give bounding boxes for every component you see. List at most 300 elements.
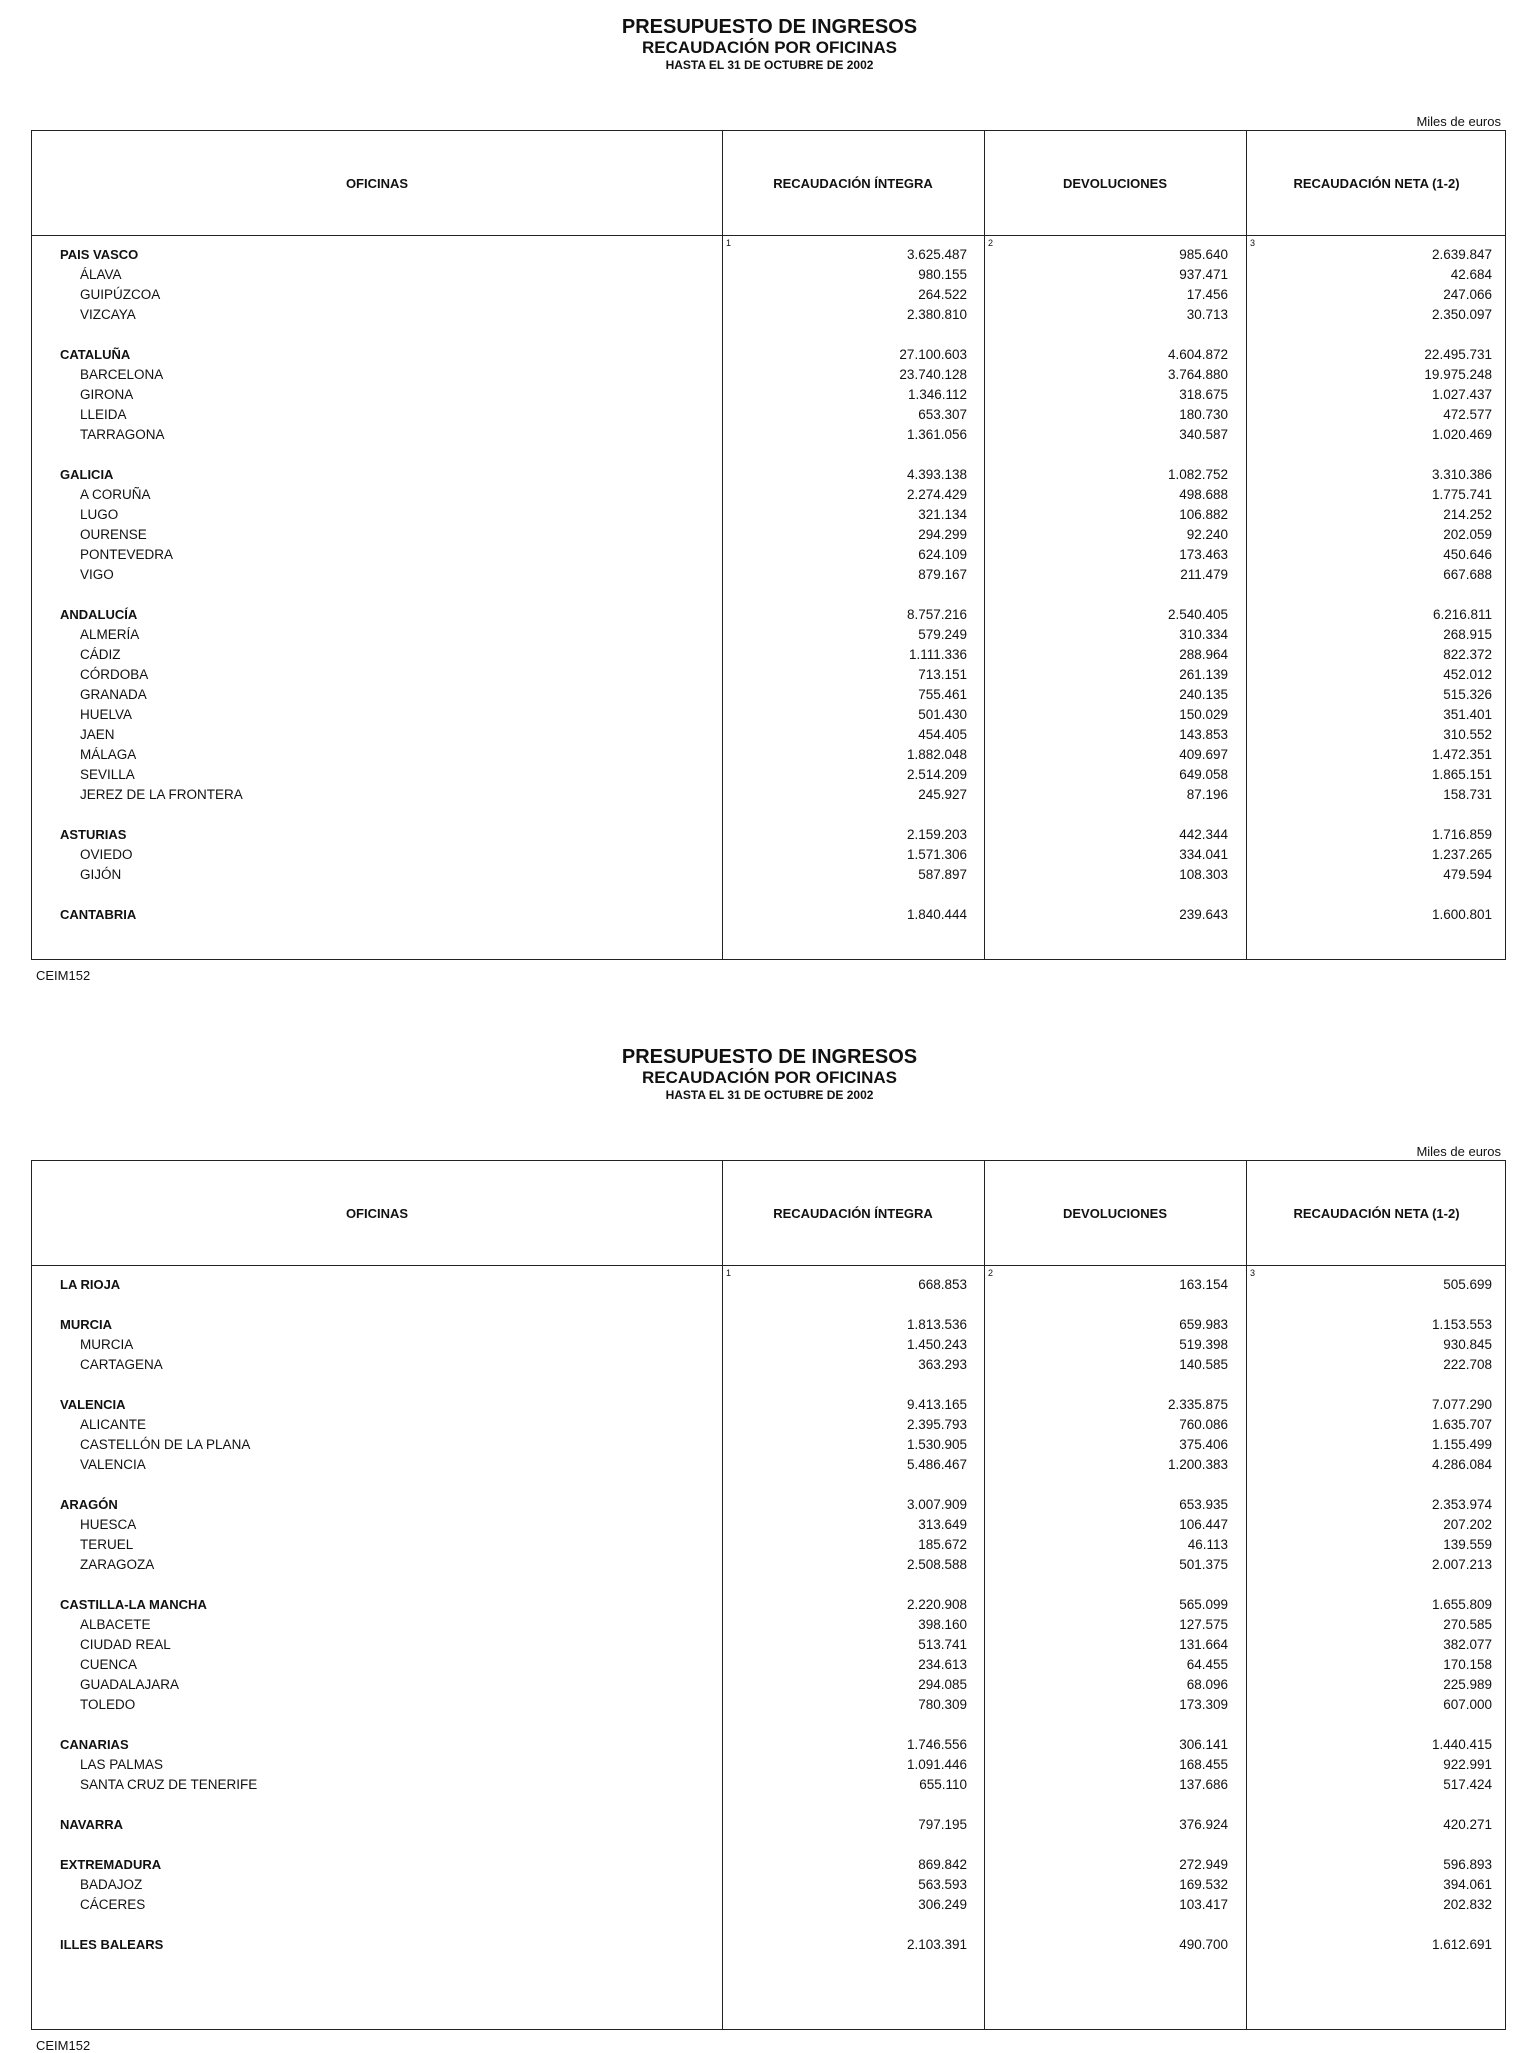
devoluciones-value: 108.303: [1179, 867, 1228, 882]
recaudacion-neta-value: 207.202: [1443, 1517, 1492, 1532]
recaudacion-neta-value: 139.559: [1443, 1537, 1492, 1552]
devoluciones-value: 211.479: [1180, 567, 1228, 582]
devoluciones-value: 272.949: [1179, 1857, 1228, 1872]
recaudacion-integra-value: 653.307: [918, 407, 967, 422]
office-row: [32, 705, 1505, 725]
recaudacion-integra-value: 587.897: [918, 867, 967, 882]
recaudacion-integra-value: 454.405: [918, 727, 967, 742]
office-row: [32, 485, 1505, 505]
devoluciones-value: 173.309: [1179, 1697, 1228, 1712]
recaudacion-neta-value: 7.077.290: [1431, 1397, 1492, 1412]
office-name: CASTELLÓN DE LA PLANA: [80, 1437, 251, 1452]
recaudacion-integra-value: 321.134: [918, 507, 967, 522]
recaudacion-integra-value: 9.413.165: [906, 1397, 967, 1412]
devoluciones-value: 760.086: [1179, 1417, 1228, 1432]
header-oficinas: OFICINAS: [345, 176, 409, 191]
page-date: HASTA EL 31 DE OCTUBRE DE 2002: [665, 58, 874, 72]
devoluciones-value: 30.713: [1186, 307, 1228, 322]
recaudacion-integra-value: 579.249: [918, 627, 967, 642]
recaudacion-integra-value: 234.613: [918, 1657, 967, 1672]
footer-code: CEIM152: [36, 968, 91, 983]
recaudacion-integra-value: 306.249: [918, 1897, 967, 1912]
office-name: CARTAGENA: [80, 1357, 163, 1372]
recaudacion-neta-value: 472.577: [1443, 407, 1492, 422]
recaudacion-neta-value: 822.372: [1443, 647, 1492, 662]
office-row: [32, 565, 1505, 585]
recaudacion-integra-value: 755.461: [918, 687, 967, 702]
recaudacion-neta-value: 1.635.707: [1431, 1417, 1492, 1432]
recaudacion-neta-value: 479.594: [1443, 867, 1492, 882]
office-name: PAIS VASCO: [60, 247, 139, 262]
office-name: PONTEVEDRA: [80, 547, 174, 562]
recaudacion-integra-value: 980.155: [918, 267, 967, 282]
office-name: TERUEL: [80, 1537, 134, 1552]
region-row: [32, 1595, 1505, 1615]
office-row: [32, 545, 1505, 565]
office-name: CASTILLA-LA MANCHA: [60, 1597, 207, 1612]
recaudacion-neta-value: 607.000: [1443, 1697, 1492, 1712]
devoluciones-value: 659.983: [1179, 1317, 1228, 1332]
office-row: [32, 1415, 1505, 1435]
office-row: [32, 285, 1505, 305]
office-row: [32, 265, 1505, 285]
devoluciones-value: 2.335.875: [1167, 1397, 1228, 1412]
office-row: [32, 1895, 1505, 1915]
column-number-3: 3: [1250, 1268, 1256, 1278]
region-row: [32, 1935, 1505, 1955]
recaudacion-neta-value: 394.061: [1443, 1877, 1492, 1892]
office-name: ALMERÍA: [80, 627, 140, 642]
office-name: CANTABRIA: [60, 907, 137, 922]
table-header: [32, 131, 1505, 236]
recaudacion-integra-value: 879.167: [918, 567, 967, 582]
recaudacion-neta-value: 22.495.731: [1424, 347, 1492, 362]
page-date: HASTA EL 31 DE OCTUBRE DE 2002: [665, 1088, 874, 1102]
devoluciones-value: 1.082.752: [1167, 467, 1228, 482]
recaudacion-neta-value: 450.646: [1443, 547, 1492, 562]
region-row: [32, 465, 1505, 485]
devoluciones-value: 985.640: [1179, 247, 1228, 262]
recaudacion-neta-value: 505.699: [1443, 1277, 1492, 1292]
office-row: [32, 645, 1505, 665]
header-devoluciones: DEVOLUCIONES: [1062, 1206, 1167, 1221]
recaudacion-neta-value: 420.271: [1443, 1817, 1492, 1832]
recaudacion-neta-value: 596.893: [1443, 1857, 1492, 1872]
office-name: ALBACETE: [80, 1617, 151, 1632]
recaudacion-neta-value: 1.612.691: [1431, 1937, 1492, 1952]
recaudacion-integra-value: 185.672: [918, 1537, 967, 1552]
recaudacion-integra-value: 869.842: [918, 1857, 967, 1872]
office-name: ARAGÓN: [60, 1497, 118, 1512]
devoluciones-value: 127.575: [1179, 1617, 1228, 1632]
recaudacion-integra-value: 1.091.446: [906, 1757, 967, 1772]
office-row: [32, 405, 1505, 425]
devoluciones-value: 2.540.405: [1167, 607, 1228, 622]
devoluciones-value: 140.585: [1179, 1357, 1228, 1372]
office-row: [32, 1335, 1505, 1355]
budget-table: [31, 130, 1506, 960]
recaudacion-integra-value: 2.159.203: [906, 827, 967, 842]
recaudacion-integra-value: 513.741: [918, 1637, 967, 1652]
devoluciones-value: 519.398: [1179, 1337, 1228, 1352]
office-name: A CORUÑA: [80, 487, 151, 502]
office-row: [32, 685, 1505, 705]
devoluciones-value: 937.471: [1179, 267, 1228, 282]
devoluciones-value: 565.099: [1179, 1597, 1228, 1612]
recaudacion-integra-value: 5.486.467: [906, 1457, 967, 1472]
office-name: VIZCAYA: [80, 307, 136, 322]
office-name: VIGO: [80, 567, 114, 582]
recaudacion-integra-value: 1.450.243: [906, 1337, 967, 1352]
recaudacion-integra-value: 668.853: [918, 1277, 967, 1292]
recaudacion-neta-value: 247.066: [1443, 287, 1492, 302]
recaudacion-neta-value: 351.401: [1443, 707, 1492, 722]
devoluciones-value: 261.139: [1179, 667, 1228, 682]
recaudacion-integra-value: 313.649: [918, 1517, 967, 1532]
office-row: [32, 1615, 1505, 1635]
devoluciones-value: 653.935: [1179, 1497, 1228, 1512]
office-name: EXTREMADURA: [60, 1857, 162, 1872]
office-name: JAEN: [80, 727, 115, 742]
office-row: [32, 865, 1505, 885]
devoluciones-value: 131.664: [1179, 1637, 1228, 1652]
office-row: [32, 625, 1505, 645]
office-row: [32, 1695, 1505, 1715]
office-row: [32, 1675, 1505, 1695]
region-row: [32, 1315, 1505, 1335]
office-row: [32, 1535, 1505, 1555]
region-row: [32, 825, 1505, 845]
office-row: [32, 845, 1505, 865]
devoluciones-value: 340.587: [1179, 427, 1228, 442]
recaudacion-neta-value: 42.684: [1450, 267, 1492, 282]
recaudacion-neta-value: 170.158: [1443, 1657, 1492, 1672]
devoluciones-value: 180.730: [1179, 407, 1228, 422]
recaudacion-neta-value: 1.472.351: [1431, 747, 1492, 762]
column-number-1: 1: [726, 238, 732, 248]
recaudacion-integra-value: 363.293: [918, 1357, 967, 1372]
header-recaudacion-neta: RECAUDACIÓN NETA (1-2): [1293, 1206, 1460, 1221]
devoluciones-value: 173.463: [1179, 547, 1228, 562]
devoluciones-value: 376.924: [1179, 1817, 1228, 1832]
office-row: [32, 665, 1505, 685]
recaudacion-neta-value: 1.027.437: [1431, 387, 1492, 402]
region-row: [32, 1495, 1505, 1515]
recaudacion-integra-value: 1.346.112: [907, 387, 967, 402]
office-name: CUENCA: [80, 1657, 138, 1672]
office-row: [32, 1435, 1505, 1455]
devoluciones-value: 17.456: [1186, 287, 1228, 302]
office-name: ILLES BALEARS: [60, 1937, 164, 1952]
header-oficinas: OFICINAS: [345, 1206, 409, 1221]
recaudacion-integra-value: 2.380.810: [906, 307, 967, 322]
recaudacion-neta-value: 515.326: [1443, 687, 1492, 702]
recaudacion-neta-value: 1.153.553: [1431, 1317, 1492, 1332]
recaudacion-neta-value: 270.585: [1443, 1617, 1492, 1632]
recaudacion-integra-value: 780.309: [918, 1697, 967, 1712]
recaudacion-neta-value: 1.155.499: [1431, 1437, 1492, 1452]
office-name: HUELVA: [80, 707, 133, 722]
region-row: [32, 1855, 1505, 1875]
office-row: [32, 385, 1505, 405]
office-name: SEVILLA: [80, 767, 135, 782]
recaudacion-neta-value: 214.252: [1443, 507, 1492, 522]
devoluciones-value: 163.154: [1179, 1277, 1228, 1292]
recaudacion-integra-value: 3.625.487: [906, 247, 967, 262]
recaudacion-integra-value: 2.103.391: [906, 1937, 967, 1952]
office-row: [32, 1355, 1505, 1375]
recaudacion-integra-value: 2.514.209: [906, 767, 967, 782]
recaudacion-neta-value: 2.353.974: [1431, 1497, 1492, 1512]
header-recaudacion-neta: RECAUDACIÓN NETA (1-2): [1293, 176, 1460, 191]
recaudacion-neta-value: 382.077: [1443, 1637, 1492, 1652]
devoluciones-value: 87.196: [1186, 787, 1228, 802]
office-name: CÁCERES: [80, 1897, 146, 1912]
office-row: [32, 305, 1505, 325]
recaudacion-integra-value: 2.508.588: [906, 1557, 967, 1572]
recaudacion-integra-value: 2.395.793: [906, 1417, 967, 1432]
office-name: HUESCA: [80, 1517, 137, 1532]
recaudacion-neta-value: 1.716.859: [1431, 827, 1492, 842]
devoluciones-value: 1.200.383: [1167, 1457, 1228, 1472]
recaudacion-integra-value: 398.160: [918, 1617, 967, 1632]
region-row: [32, 1395, 1505, 1415]
recaudacion-integra-value: 797.195: [918, 1817, 967, 1832]
office-row: [32, 1655, 1505, 1675]
devoluciones-value: 498.688: [1179, 487, 1228, 502]
devoluciones-value: 68.096: [1186, 1677, 1228, 1692]
office-name: VALENCIA: [80, 1457, 146, 1472]
office-name: NAVARRA: [60, 1817, 124, 1832]
recaudacion-integra-value: 1.746.556: [906, 1737, 967, 1752]
recaudacion-integra-value: 1.530.905: [906, 1437, 967, 1452]
region-row: [32, 605, 1505, 625]
region-row: [32, 1815, 1505, 1835]
office-name: MURCIA: [80, 1337, 134, 1352]
recaudacion-integra-value: 294.299: [918, 527, 967, 542]
recaudacion-integra-value: 264.522: [918, 287, 967, 302]
office-row: [32, 1775, 1505, 1795]
recaudacion-integra-value: 4.393.138: [906, 467, 967, 482]
office-name: MÁLAGA: [80, 747, 137, 762]
office-row: [32, 425, 1505, 445]
office-name: OVIEDO: [80, 847, 133, 862]
recaudacion-neta-value: 517.424: [1443, 1777, 1492, 1792]
devoluciones-value: 649.058: [1179, 767, 1228, 782]
header-recaudacion-integra: RECAUDACIÓN ÍNTEGRA: [773, 1206, 933, 1221]
region-row: [32, 1275, 1505, 1295]
recaudacion-neta-value: 268.915: [1443, 627, 1492, 642]
devoluciones-value: 103.417: [1179, 1897, 1228, 1912]
recaudacion-integra-value: 1.361.056: [906, 427, 967, 442]
column-number-1: 1: [726, 1268, 732, 1278]
recaudacion-neta-value: 225.989: [1443, 1677, 1492, 1692]
recaudacion-integra-value: 1.840.444: [906, 907, 967, 922]
office-row: [32, 785, 1505, 805]
office-row: [32, 1755, 1505, 1775]
office-name: OURENSE: [80, 527, 147, 542]
recaudacion-neta-value: 922.991: [1443, 1757, 1492, 1772]
office-row: [32, 365, 1505, 385]
header-devoluciones: DEVOLUCIONES: [1062, 176, 1167, 191]
office-name: TARRAGONA: [80, 427, 165, 442]
devoluciones-value: 4.604.872: [1167, 347, 1228, 362]
office-name: GIRONA: [80, 387, 134, 402]
office-name: BARCELONA: [80, 367, 164, 382]
office-row: [32, 1635, 1505, 1655]
office-name: ÁLAVA: [80, 267, 122, 282]
region-row: [32, 1735, 1505, 1755]
recaudacion-neta-value: 1.600.801: [1431, 907, 1492, 922]
recaudacion-neta-value: 222.708: [1443, 1357, 1492, 1372]
recaudacion-neta-value: 452.012: [1443, 667, 1492, 682]
column-number-2: 2: [988, 238, 994, 248]
devoluciones-value: 169.532: [1179, 1877, 1228, 1892]
office-name: SANTA CRUZ DE TENERIFE: [80, 1777, 258, 1792]
recaudacion-integra-value: 1.882.048: [906, 747, 967, 762]
devoluciones-value: 318.675: [1179, 387, 1228, 402]
recaudacion-integra-value: 8.757.216: [906, 607, 967, 622]
office-name: LLEIDA: [80, 407, 127, 422]
recaudacion-integra-value: 655.110: [919, 1777, 967, 1792]
office-name: GALICIA: [60, 467, 114, 482]
recaudacion-neta-value: 6.216.811: [1432, 607, 1492, 622]
page-subtitle: RECAUDACIÓN POR OFICINAS: [641, 38, 897, 57]
devoluciones-value: 143.853: [1179, 727, 1228, 742]
recaudacion-integra-value: 1.111.336: [908, 647, 967, 662]
office-row: [32, 1515, 1505, 1535]
page-title: PRESUPUESTO DE INGRESOS: [621, 1046, 918, 1068]
devoluciones-value: 334.041: [1179, 847, 1228, 862]
recaudacion-integra-value: 23.740.128: [899, 367, 967, 382]
recaudacion-integra-value: 27.100.603: [899, 347, 967, 362]
devoluciones-value: 306.141: [1179, 1737, 1228, 1752]
devoluciones-value: 310.334: [1179, 627, 1228, 642]
devoluciones-value: 3.764.880: [1167, 367, 1228, 382]
office-name: GIJÓN: [80, 867, 122, 882]
recaudacion-neta-value: 1.865.151: [1431, 767, 1492, 782]
recaudacion-neta-value: 2.639.847: [1431, 247, 1492, 262]
devoluciones-value: 92.240: [1186, 527, 1228, 542]
office-row: [32, 505, 1505, 525]
devoluciones-value: 239.643: [1179, 907, 1228, 922]
office-name: CÓRDOBA: [80, 667, 149, 682]
recaudacion-neta-value: 1.655.809: [1431, 1597, 1492, 1612]
devoluciones-value: 501.375: [1179, 1557, 1228, 1572]
office-name: ASTURIAS: [60, 827, 127, 842]
recaudacion-neta-value: 1.440.415: [1431, 1737, 1492, 1752]
recaudacion-integra-value: 563.593: [918, 1877, 967, 1892]
office-name: CATALUÑA: [60, 347, 131, 362]
page-subtitle: RECAUDACIÓN POR OFICINAS: [641, 1068, 897, 1087]
recaudacion-neta-value: 2.007.213: [1431, 1557, 1492, 1572]
column-number-3: 3: [1250, 238, 1256, 248]
recaudacion-neta-value: 3.310.386: [1431, 467, 1492, 482]
office-name: ZARAGOZA: [80, 1557, 155, 1572]
recaudacion-integra-value: 1.813.536: [906, 1317, 967, 1332]
units-label: Miles de euros: [1416, 1144, 1501, 1159]
office-name: CÁDIZ: [80, 647, 121, 662]
office-name: LA RIOJA: [60, 1277, 121, 1292]
office-name: GUIPÚZCOA: [80, 287, 161, 302]
recaudacion-integra-value: 713.151: [918, 667, 967, 682]
office-name: CANARIAS: [60, 1737, 129, 1752]
office-name: ALICANTE: [80, 1417, 147, 1432]
office-name: ANDALUCÍA: [60, 607, 138, 622]
office-row: [32, 765, 1505, 785]
devoluciones-value: 137.686: [1179, 1777, 1228, 1792]
recaudacion-integra-value: 624.109: [918, 547, 967, 562]
recaudacion-neta-value: 930.845: [1443, 1337, 1492, 1352]
recaudacion-integra-value: 245.927: [918, 787, 967, 802]
office-row: [32, 745, 1505, 765]
column-number-2: 2: [988, 1268, 994, 1278]
devoluciones-value: 168.455: [1179, 1757, 1228, 1772]
region-row: [32, 245, 1505, 265]
recaudacion-integra-value: 2.220.908: [906, 1597, 967, 1612]
office-name: VALENCIA: [60, 1397, 126, 1412]
recaudacion-neta-value: 1.237.265: [1431, 847, 1492, 862]
recaudacion-neta-value: 4.286.084: [1431, 1457, 1492, 1472]
recaudacion-neta-value: 2.350.097: [1431, 307, 1492, 322]
budget-table: [31, 1160, 1506, 2030]
devoluciones-value: 106.447: [1179, 1517, 1228, 1532]
office-name: CIUDAD REAL: [80, 1637, 171, 1652]
office-name: JEREZ DE LA FRONTERA: [80, 787, 243, 802]
recaudacion-integra-value: 294.085: [918, 1677, 967, 1692]
recaudacion-neta-value: 202.832: [1443, 1897, 1492, 1912]
recaudacion-integra-value: 2.274.429: [906, 487, 967, 502]
devoluciones-value: 240.135: [1179, 687, 1228, 702]
office-row: [32, 1555, 1505, 1575]
devoluciones-value: 409.697: [1179, 747, 1228, 762]
recaudacion-integra-value: 3.007.909: [906, 1497, 967, 1512]
office-name: BADAJOZ: [80, 1877, 143, 1892]
office-name: MURCIA: [60, 1317, 112, 1332]
office-name: LUGO: [80, 507, 119, 522]
recaudacion-neta-value: 310.552: [1443, 727, 1492, 742]
region-row: [32, 905, 1505, 925]
recaudacion-neta-value: 202.059: [1443, 527, 1492, 542]
recaudacion-neta-value: 667.688: [1443, 567, 1492, 582]
footer-code: CEIM152: [36, 2038, 91, 2053]
recaudacion-neta-value: 158.731: [1443, 787, 1492, 802]
devoluciones-value: 46.113: [1187, 1537, 1228, 1552]
devoluciones-value: 150.029: [1179, 707, 1228, 722]
devoluciones-value: 375.406: [1179, 1437, 1228, 1452]
office-row: [32, 1875, 1505, 1895]
office-row: [32, 725, 1505, 745]
devoluciones-value: 64.455: [1186, 1657, 1228, 1672]
devoluciones-value: 106.882: [1179, 507, 1228, 522]
table-header: [32, 1161, 1505, 1266]
recaudacion-neta-value: 1.020.469: [1431, 427, 1492, 442]
devoluciones-value: 288.964: [1179, 647, 1228, 662]
office-name: GRANADA: [80, 687, 147, 702]
header-recaudacion-integra: RECAUDACIÓN ÍNTEGRA: [773, 176, 933, 191]
page-title: PRESUPUESTO DE INGRESOS: [621, 16, 918, 38]
recaudacion-integra-value: 1.571.306: [906, 847, 967, 862]
office-row: [32, 1455, 1505, 1475]
office-name: LAS PALMAS: [80, 1757, 164, 1772]
recaudacion-integra-value: 501.430: [918, 707, 967, 722]
recaudacion-neta-value: 19.975.248: [1424, 367, 1492, 382]
region-row: [32, 345, 1505, 365]
units-label: Miles de euros: [1416, 114, 1501, 129]
recaudacion-neta-value: 1.775.741: [1431, 487, 1492, 502]
office-name: TOLEDO: [80, 1697, 136, 1712]
devoluciones-value: 490.700: [1179, 1937, 1228, 1952]
